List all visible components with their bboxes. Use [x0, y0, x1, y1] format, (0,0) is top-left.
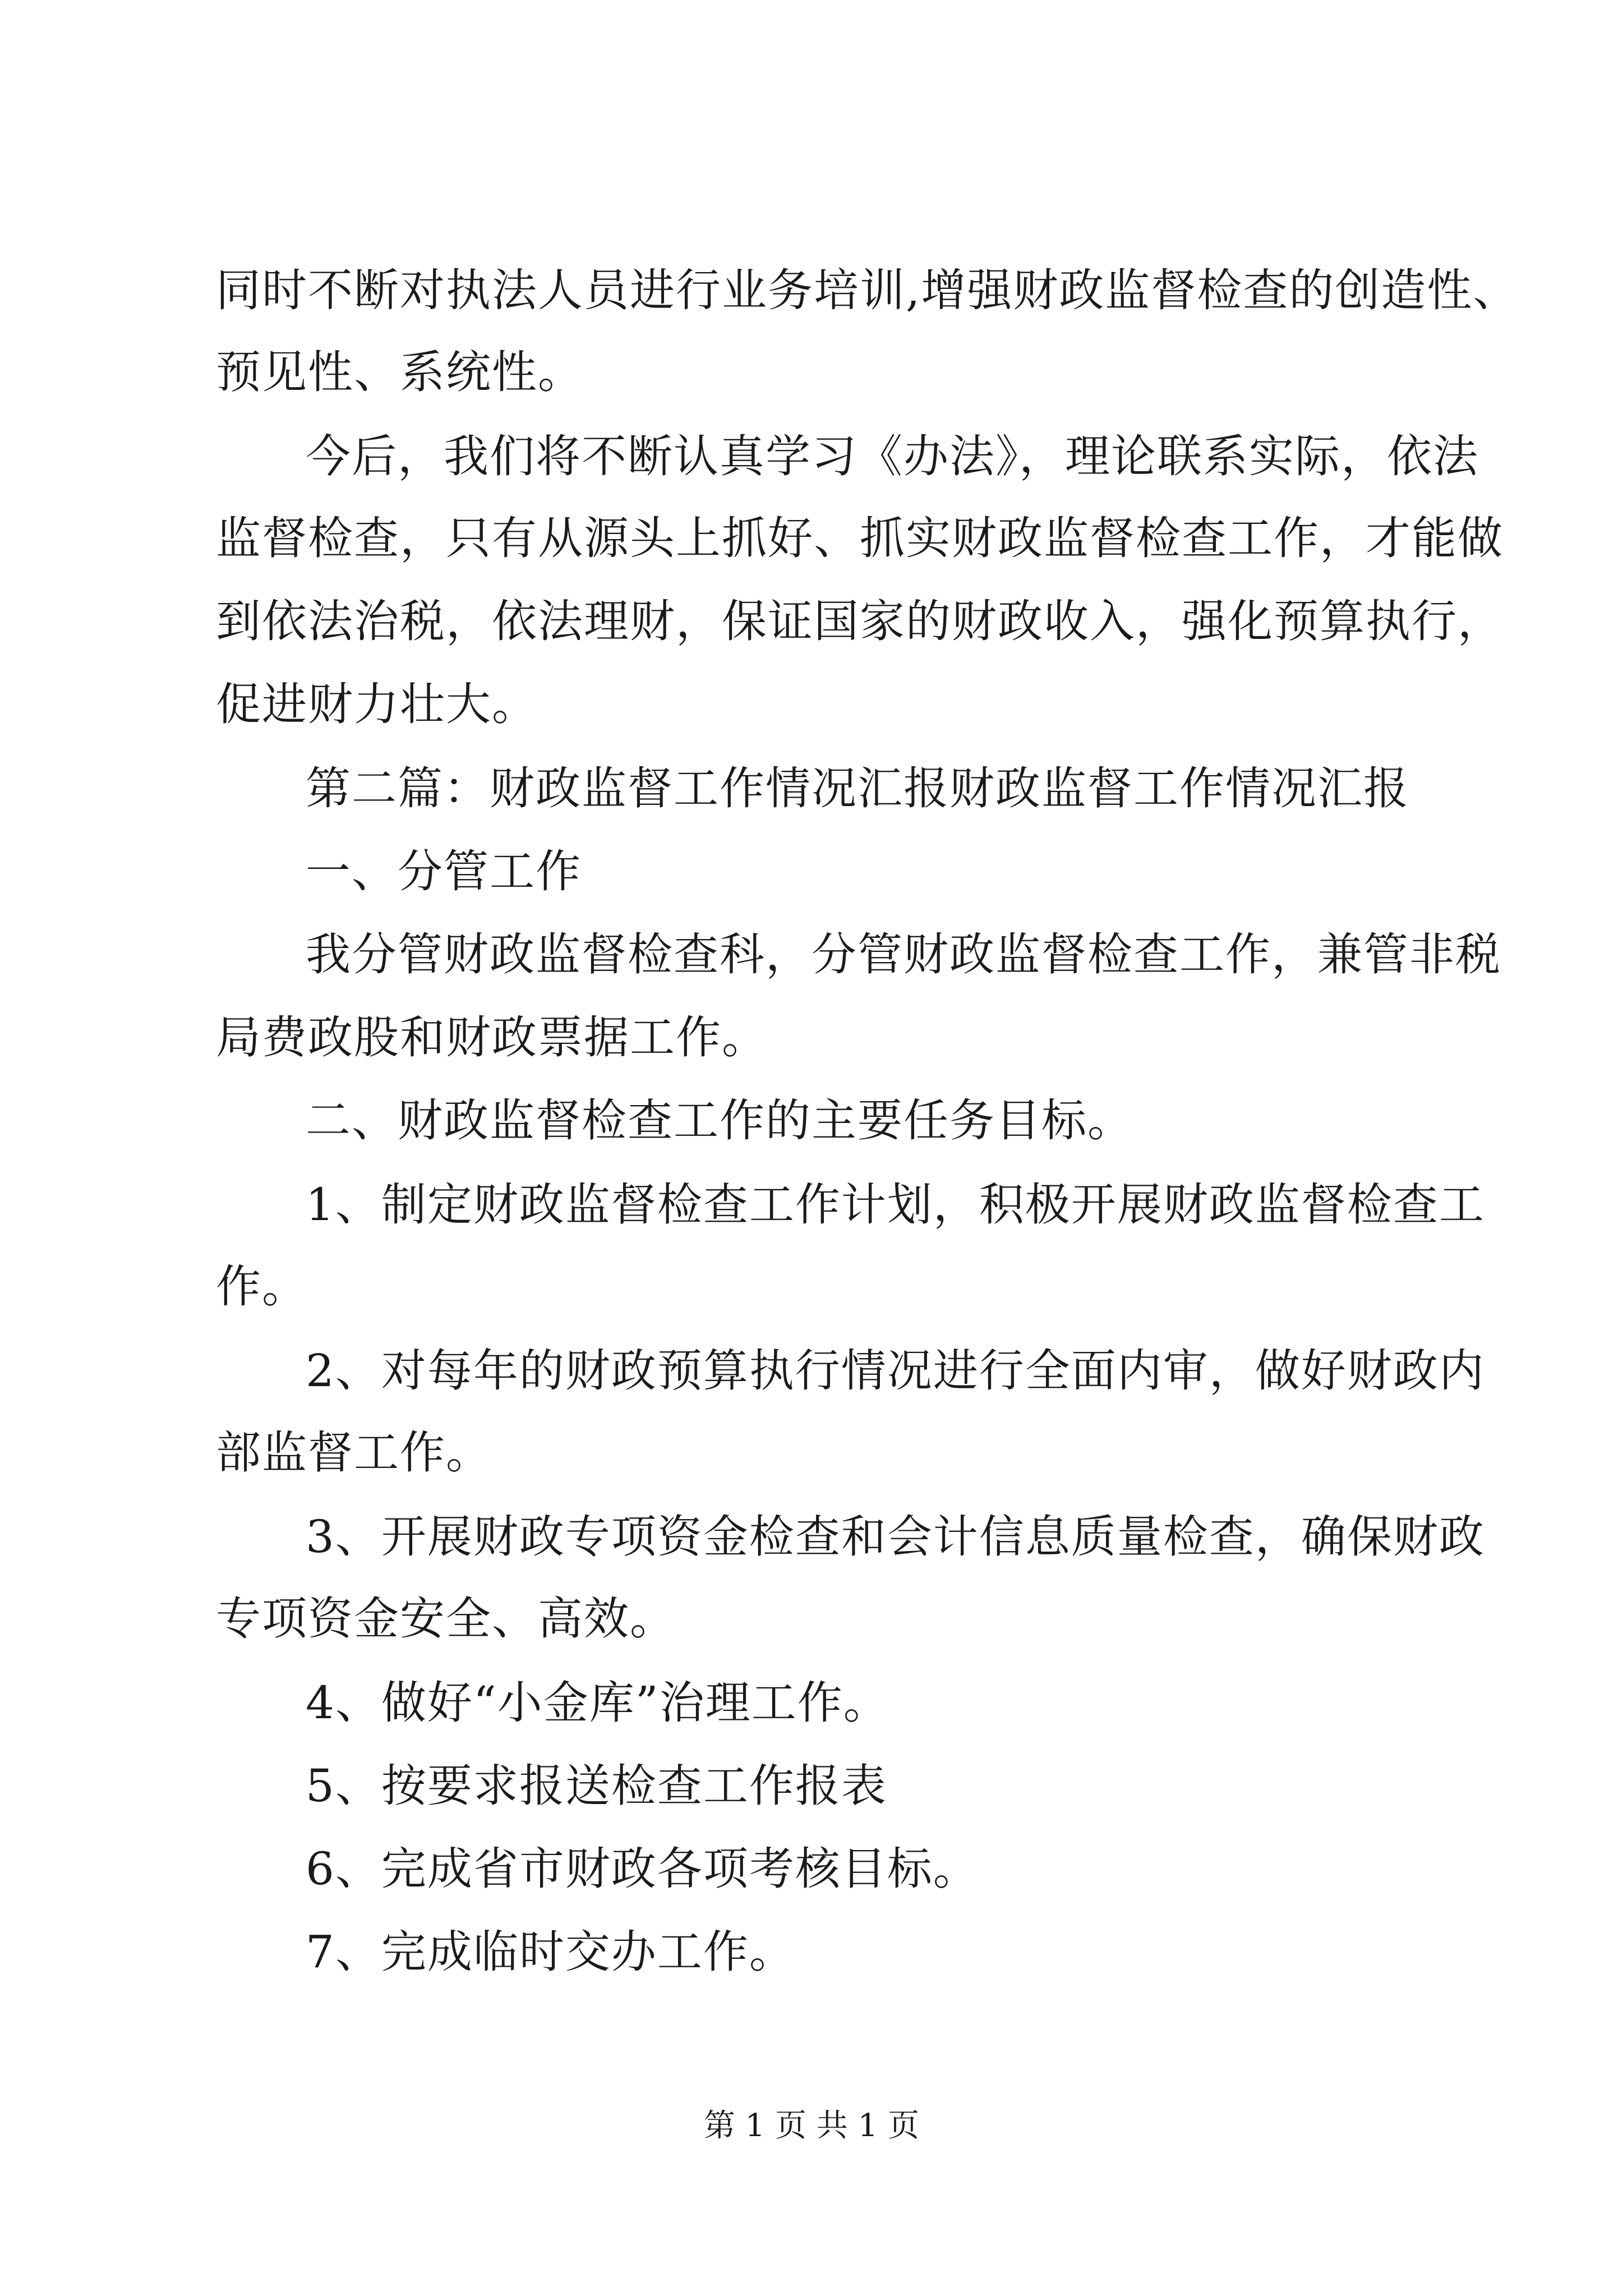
body-line-6: 促进财力壮大。 — [216, 678, 538, 730]
list-item-6: 6、完成省市财政各项考核目标。 — [306, 1843, 979, 1895]
subheading-1: 一、分管工作 — [306, 845, 582, 898]
list-item-1: 1、制定财政监督检查工作计划，积极开展财政监督检查工 — [306, 1179, 1485, 1231]
page-number-footer: 第 1 页 共 1 页 — [703, 2108, 920, 2144]
body-line-4: 监督检查，只有从源头上抓好、抓实财政监督检查工作，才能做 — [216, 512, 1504, 564]
subheading-2: 二、财政监督检查工作的主要任务目标。 — [306, 1094, 1133, 1147]
section-heading: 第二篇：财政监督工作情况汇报财政监督工作情况汇报 — [306, 762, 1409, 815]
list-item-4: 4、做好“小金库”治理工作。 — [306, 1677, 889, 1729]
body-line-10: 局费政股和财政票据工作。 — [216, 1011, 768, 1064]
list-item-3: 3、开展财政专项资金检查和会计信息质量检查，确保财政 — [306, 1511, 1485, 1563]
list-item-5: 5、按要求报送检查工作报表 — [306, 1760, 887, 1812]
body-line-5: 到依法治税，依法理财，保证国家的财政收入，强化预算执行， — [216, 595, 1504, 647]
body-line-2: 预见性、系统性。 — [216, 346, 584, 398]
list-item-2-cont: 部监督工作。 — [216, 1427, 492, 1479]
list-item-7: 7、完成临时交办工作。 — [306, 1926, 795, 1978]
list-item-1-cont: 作。 — [216, 1260, 308, 1313]
body-line-9: 我分管财政监督检查科，分管财政监督检查工作，兼管非税 — [306, 928, 1501, 981]
list-item-2: 2、对每年的财政预算执行情况进行全面内审，做好财政内 — [306, 1345, 1485, 1397]
body-line-3: 今后，我们将不断认真学习《办法》，理论联系实际，依法 — [306, 430, 1479, 482]
body-line-1: 同时不断对执法人员进行业务培训,增强财政监督检查的创造性、 — [216, 264, 1519, 316]
list-item-3-cont: 专项资金安全、高效。 — [216, 1593, 676, 1645]
